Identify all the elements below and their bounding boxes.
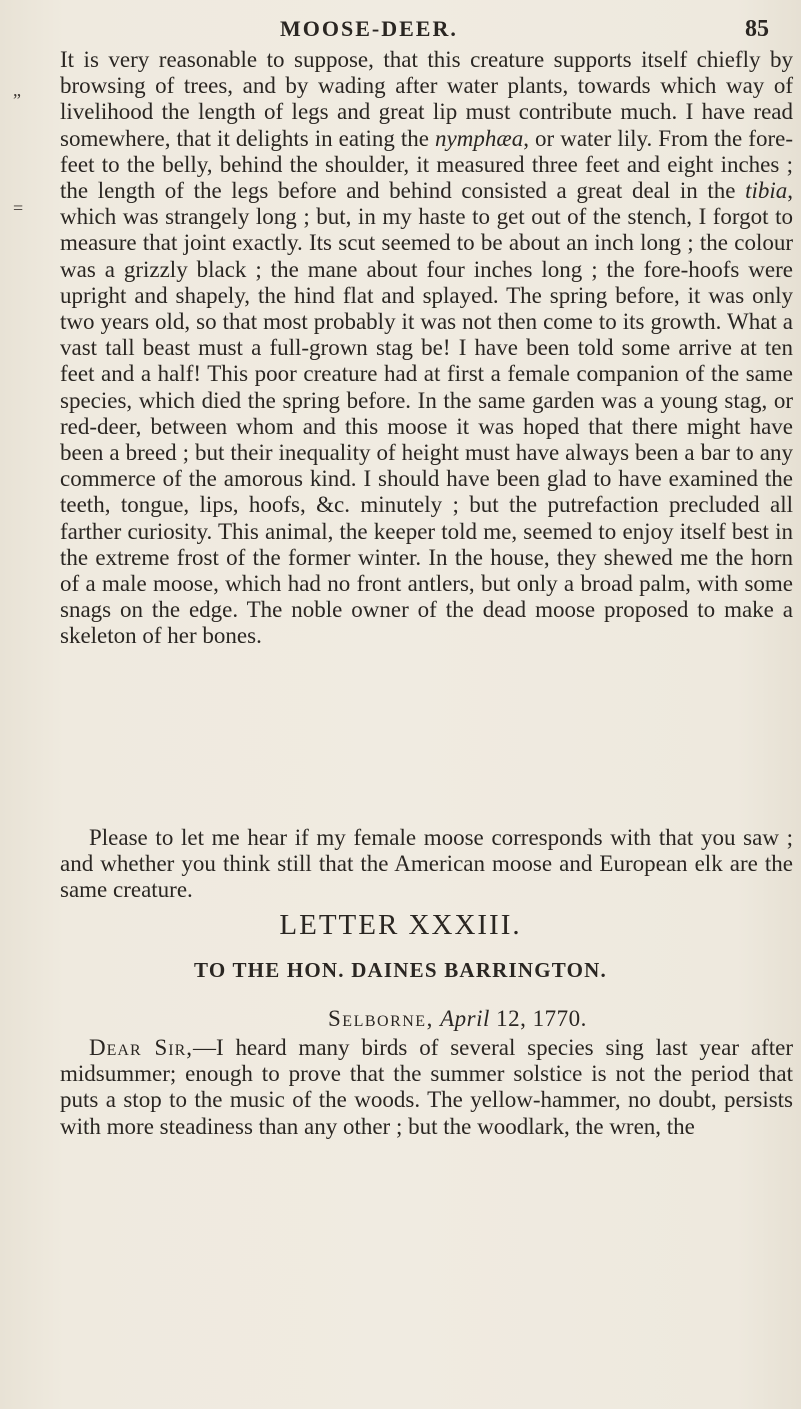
- paragraph-closing-request: Please to let me hear if my female moose corresponds with that you saw ; and whether you think still that the American moose and European elk are the same creature.: [60, 825, 793, 903]
- letter-address: TO THE HON. DAINES BARRINGTON.: [194, 958, 607, 982]
- letter-heading: LETTER XXXIII.: [279, 909, 522, 941]
- dateline-month: April: [440, 1006, 490, 1031]
- paragraph-text: It is very reasonable to suppose, that this creature supports itself chiefly by browsing of trees, and by wading after water plants, towards which way of livelihood the length of legs and great lip must contribute much. I have read somewhere, that it delights in eating the: [60, 47, 793, 151]
- margin-mark: ”: [13, 90, 21, 110]
- page-number: 85: [745, 16, 769, 42]
- italic-term-nymphaea: nymphæa: [435, 125, 524, 151]
- italic-term-tibia: tibia: [745, 178, 788, 204]
- dateline-place: Selborne,: [328, 1006, 434, 1031]
- paragraph-text: —I heard many birds of several species sing last year after midsummer; enough to prove that the summer solstice is not the period that puts a stop to the music of the woods. The yellow-hammer, no doubt, persists with more steadiness than any other ; but the woodlark, the wren, the: [60, 1035, 793, 1139]
- letter-dateline: [328, 1006, 728, 1032]
- running-title: MOOSE-DEER.: [280, 16, 458, 41]
- salutation: Dear Sir,: [89, 1035, 193, 1060]
- paragraph-moose-description: [60, 47, 793, 650]
- margin-mark: =: [13, 198, 24, 218]
- dateline-date: 12, 1770.: [489, 1006, 587, 1031]
- paragraph-letter-body: [60, 1035, 793, 1140]
- paragraph-text: , or water lily. From the fore-feet to the belly, behind the shoulder, it measured three feet and eight inches ; the length of the legs before and behind consisted a great deal in the: [60, 125, 793, 204]
- paragraph-text: , which was strangely long ; but, in my haste to get out of the stench, I forgot to measure that joint exactly. Its scut seemed to be about an inch long ; the colour was a grizzly black ; the mane about four inches long ; the fore-hoofs were upright and shapely, the hind flat and splayed. The spring before, it was only two years old, so that most probably it was not then come to its growth. What a vast tall beast must a full-grown stag be! I have been told some arrive at ten feet and a half! This poor creature had at first a female companion of the same species, which died the spring before. In the same garden was a young stag, or red-deer, between whom and this moose it was hoped that there might have been a breed ; but their inequality of height must have always been a bar to any commerce of the amorous kind. I should have been glad to have examined the teeth, tongue, lips, hoofs, &c. minutely ; but the putrefaction precluded all farther curiosity. This animal, the keeper told me, seemed to enjoy itself best in the extreme frost of the former winter. In the house, they shewed me the horn of a male moose, which had no front antlers, but only a broad palm, with some snags on the edge. The noble owner of the dead moose proposed to make a skeleton of her bones.: [60, 178, 793, 649]
- running-head: [0, 16, 801, 46]
